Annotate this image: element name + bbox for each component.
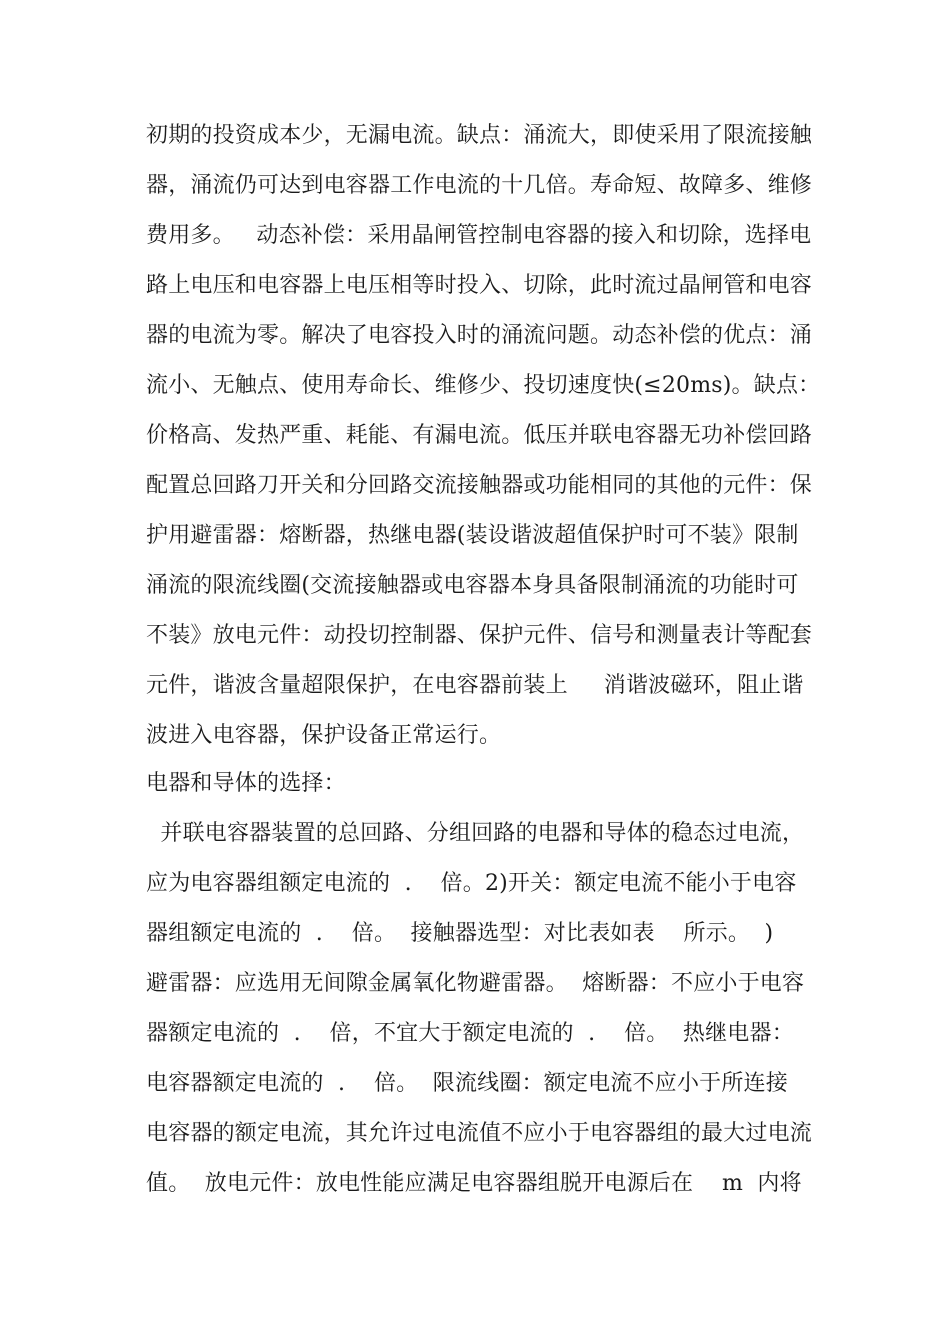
text-line: 电容器额定电流的 . 倍。 限流线圈：额定电流不应小于所连接	[146, 1071, 788, 1096]
text-line: 配置总回路刀开关和分回路交流接触器或功能相同的其他的元件：保	[146, 473, 813, 498]
text-line: 波进入电容器，保护设备正常运行。	[146, 723, 502, 748]
text-line: 值。 放电元件：放电性能应满足电容器组脱开电源后在 m 内将	[146, 1171, 802, 1196]
text-line: 器组额定电流的 . 倍。 接触器选型：对比表如表 所示。 )	[146, 921, 774, 946]
section-heading: 电器和导体的选择：	[146, 771, 346, 796]
text-line: 避雷器：应选用无间隙金属氧化物避雷器。 熔断器：不应小于电容	[146, 971, 805, 996]
text-line: 价格高、发热严重、耗能、有漏电流。低压并联电容器无功补偿回路	[146, 423, 813, 448]
text-line: 器的电流为零。解决了电容投入时的涌流问题。动态补偿的优点：涌	[146, 323, 813, 348]
text-line: 初期的投资成本少，无漏电流。缺点：涌流大，即使采用了限流接触	[146, 123, 813, 148]
text-line: 流小、无触点、使用寿命长、维修少、投切速度快(≤20ms)。缺点：	[146, 373, 821, 398]
text-line: 护用避雷器：熔断器，热继电器(装设谐波超值保护时可不装》限制	[146, 523, 799, 548]
text-line: 不装》放电元件：动投切控制器、保护元件、信号和测量表计等配套	[146, 623, 813, 648]
text-line: 费用多。 动态补偿：采用晶闸管控制电容器的接入和切除，选择电	[146, 223, 812, 248]
text-line: 器额定电流的 . 倍，不宜大于额定电流的 . 倍。 热继电器：	[146, 1021, 794, 1046]
text-line: 器，涌流仍可达到电容器工作电流的十几倍。寿命短、故障多、维修	[146, 173, 813, 198]
text-line: 路上电压和电容器上电压相等时投入、切除，此时流过晶闸管和电容	[146, 273, 813, 298]
text-line: 元件，谐波含量超限保护，在电容器前装上 消谐波磁环，阻止谐	[146, 673, 804, 698]
text-line: 并联电容器装置的总回路、分组回路的电器和导体的稳态过电流，	[146, 821, 805, 846]
text-line: 电容器的额定电流，其允许过电流值不应小于电容器组的最大过电流	[146, 1121, 813, 1146]
text-line: 应为电容器组额定电流的 . 倍。2)开关：额定电流不能小于电容	[146, 871, 797, 896]
text-line: 涌流的限流线圈(交流接触器或电容器本身具备限制涌流的功能时可	[146, 573, 799, 598]
